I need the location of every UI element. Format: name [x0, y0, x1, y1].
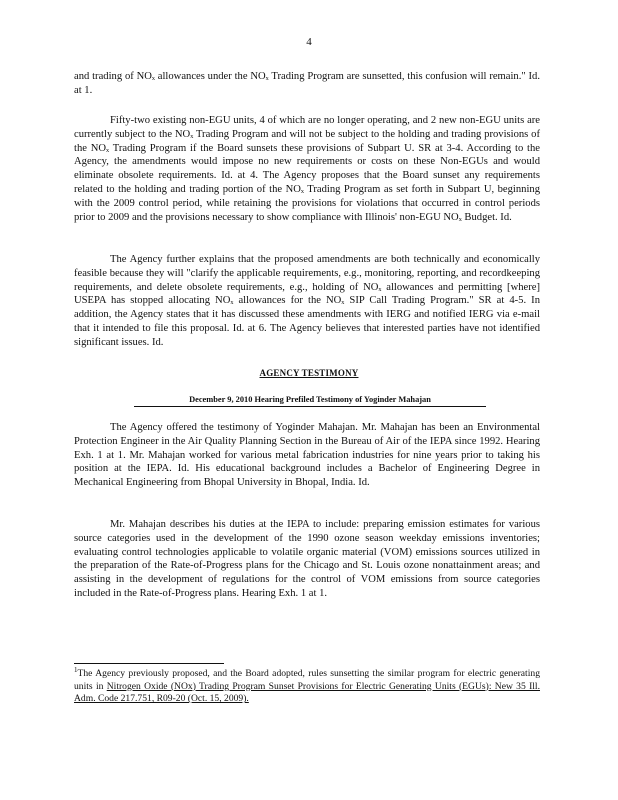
section-heading — [0, 367, 618, 381]
paragraph-duties — [74, 518, 540, 601]
paragraph-3: The Agency further explains that the proposed amendments are both technically and economically feasible because they will "clarify the applicable requirements, e.g., monitoring, reporting, and recordkeeping requirements, and delete obsolete requirements, e.g., holding of NOₓ allowances and permitting [where] USEPA has stopped allocating NOₓ allowances for the NOₓ SIP Call Trading Program." SR at 4-5. In addition, the Agency states that it has discussed these amendments with IERG and notified IERG via e-mail that it intended to file this proposal. Id. at 6. The Agency believes that interested parties have not identified significant issues. Id. — [74, 254, 540, 348]
footnote-divider — [74, 663, 224, 664]
page-number: 4 — [306, 36, 312, 48]
footnote-text: The Agency previously proposed, and the Board adopted, rules sunsetting the similar program for electric generating units in — [74, 668, 540, 692]
paragraph-continuation — [74, 70, 540, 98]
paragraph-non-egu-units — [74, 114, 540, 224]
paragraph-5: Mr. Mahajan describes his duties at the IEPA to include: preparing emission estimates for various source categories used in the development of the 1990 ozone season weekday emissions inventories; evaluating control technologies applicable to volatile organic material (VOM) emissions sources utilized in the preparation of the Rate-of-Progress plans for the Chicago and St. Louis ozone nonattainment areas; and assisting in the development of regulations for the control of VOM emissions from source categories included in the Rate-of-Progress plans. Hearing Exh. 1 at 1. — [74, 519, 540, 599]
paragraph-4: The Agency offered the testimony of Yoginder Mahajan. Mr. Mahajan has been an Environmental Protection Engineer in the Air Quality Planning Section in the Bureau of Air of the IEPA since 1992. Hearing Exh. 1 at 1. Mr. Mahajan worked for various metal fabrication industries for nine years prior to taking his position at the IEPA. Id. His educational background includes a Bachelor of Engineering Degree in Mechanical Engineering from Bhopal University in Bhopal, India. Id. — [74, 422, 540, 489]
footnote-marker: 1 — [74, 665, 78, 674]
paragraph-testimony — [74, 421, 540, 490]
paragraph-1: and trading of NOₓ allowances under the NOₓ Trading Program are sunsetted, this confusion will remain." Id. at 1. — [74, 71, 540, 96]
subsection-heading: December 9, 2010 Hearing Prefiled Testimony of Yoginder Mahajan — [134, 394, 486, 407]
section-heading-text: AGENCY TESTIMONY — [259, 368, 359, 378]
paragraph-feasibility — [74, 253, 540, 350]
paragraph-2: Fifty-two existing non-EGU units, 4 of which are no longer operating, and 2 new non-EGU units are currently subject to the NOₓ Trading Program and will not be subject to the holding and trading provisions of the NOₓ Trading Program if the Board sunsets these provisions of Subpart U. SR at 3-4. According to the Agency, the amendments would impose no new requirements or costs on these Non-EGUs and would eliminate obsolete requirements. Id. at 4. The Agency proposes that the Board sunset any requirements related to the holding and trading portion of the NOₓ Trading Program as set forth in Subpart U, beginning with the 2009 control period, while retaining the provisions for violations that occurred in control periods prior to 2009 and the provisions necessary to show compliance with Illinois' non-EGU NOₓ Budget. Id. — [74, 115, 540, 223]
footnote — [74, 665, 540, 706]
footnote-citation: Nitrogen Oxide (NOx) Trading Program Sunset Provisions for Electric Generating Units (EGUs): New 35 Ill. Adm. Code 217.751, R09-20 (Oct. 15, 2009). — [74, 680, 540, 705]
